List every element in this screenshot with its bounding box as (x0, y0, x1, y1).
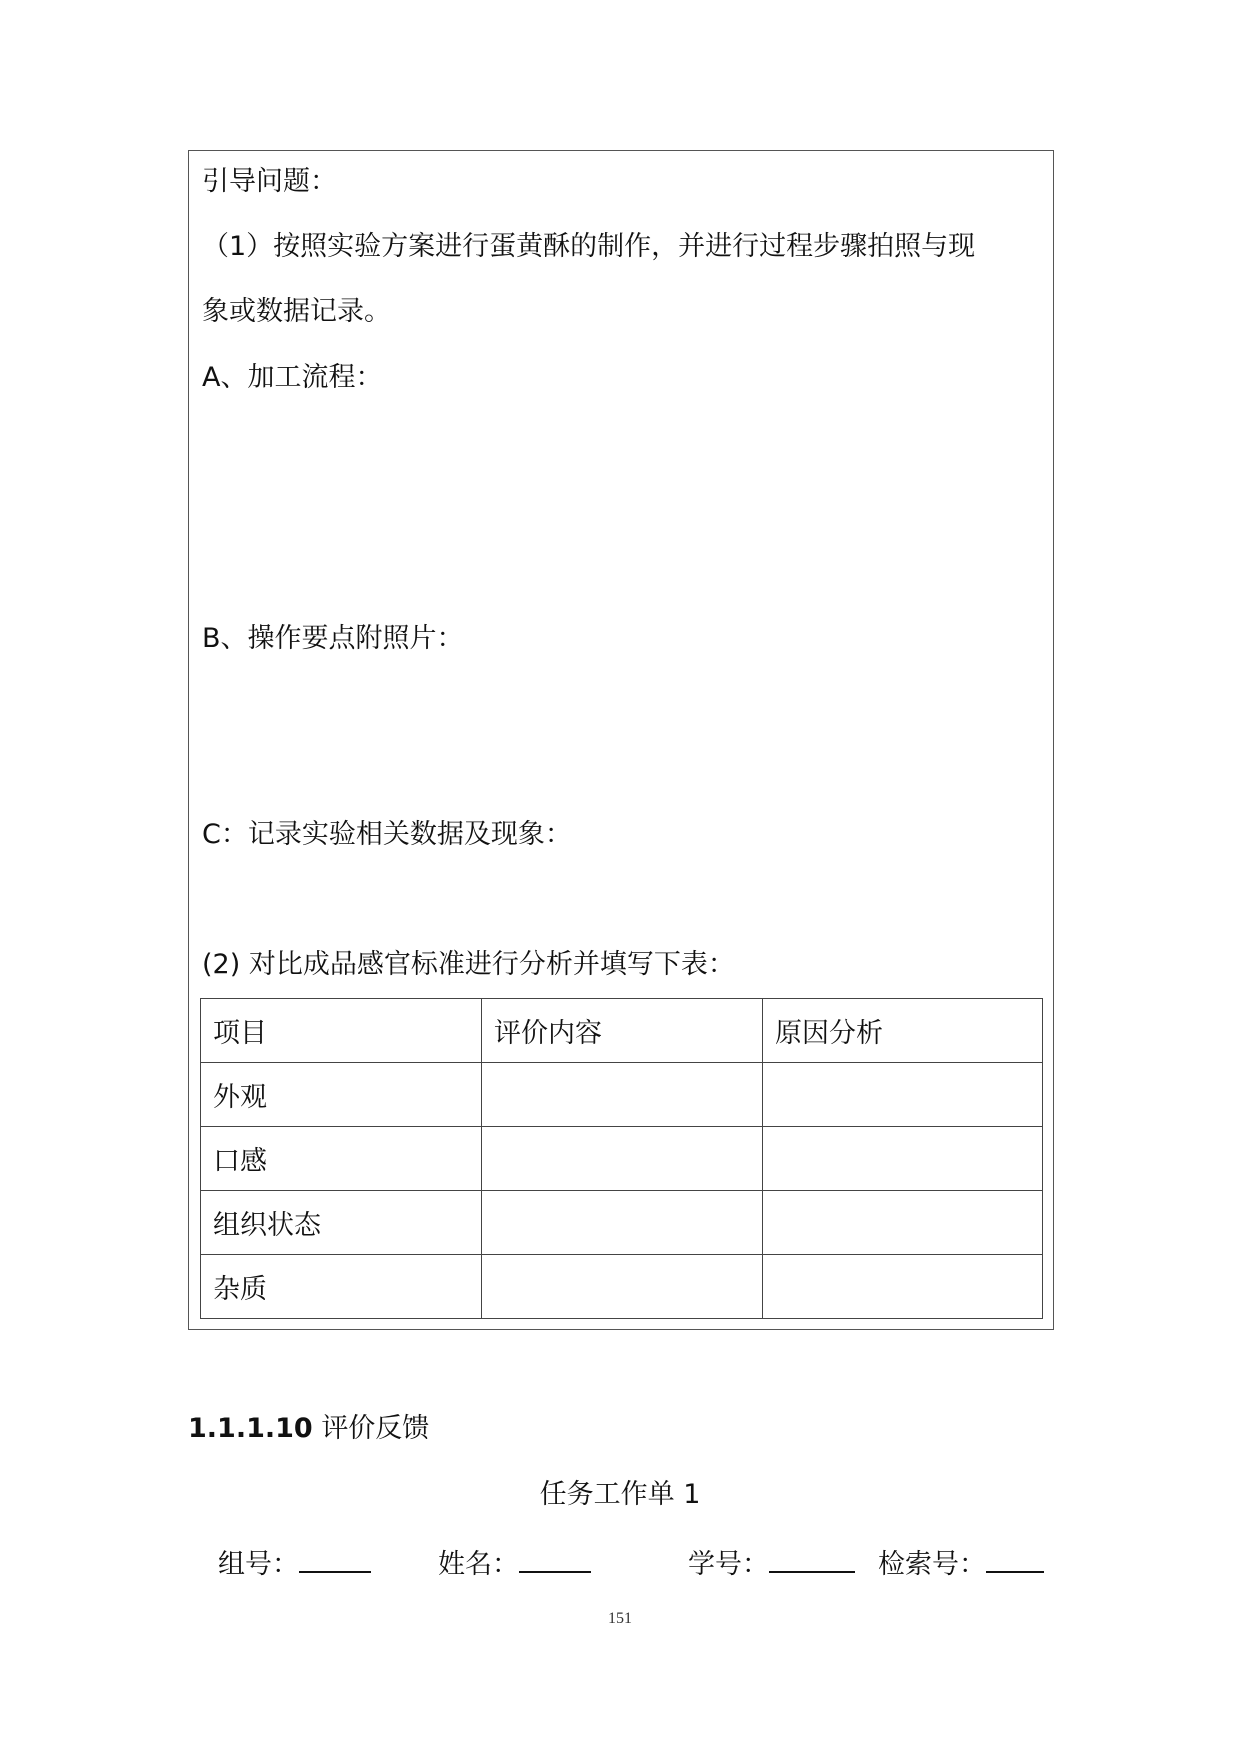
table-cell-item: 口感 (201, 1127, 482, 1191)
part-c-label: C：记录实验相关数据及现象： (202, 819, 572, 850)
table-row (201, 1127, 1043, 1191)
student-id-field (688, 1543, 855, 1582)
section-title: 评价反馈 (321, 1413, 430, 1444)
part-a-label: A、加工流程： (202, 362, 383, 393)
section-heading (188, 1412, 429, 1446)
index-number-field (878, 1543, 1044, 1582)
table-cell-reason[interactable] (763, 1255, 1043, 1319)
table-cell-reason[interactable] (763, 1127, 1043, 1191)
student-id-label: 学号： (688, 1549, 769, 1580)
sensory-evaluation-table (200, 998, 1043, 1319)
table-header-row (201, 999, 1043, 1063)
name-field (438, 1543, 591, 1582)
page-number: 151 (608, 1610, 632, 1627)
table-cell-evaluation[interactable] (482, 1255, 763, 1319)
question-2-label: (2) 对比成品感官标准进行分析并填写下表： (202, 949, 735, 980)
index-number-blank[interactable] (986, 1543, 1044, 1573)
table-cell-evaluation[interactable] (482, 1191, 763, 1255)
guide-heading: 引导问题： (202, 166, 337, 197)
student-id-blank[interactable] (769, 1543, 855, 1573)
section-number: 1.1.1.10 (188, 1413, 313, 1444)
table-cell-item: 外观 (201, 1063, 482, 1127)
table-row (201, 1063, 1043, 1127)
group-number-label: 组号： (218, 1549, 299, 1580)
group-number-blank[interactable] (299, 1543, 371, 1573)
part-b-label: B、操作要点附照片： (202, 623, 464, 654)
group-number-field (218, 1543, 371, 1582)
question-1-line-1: （1）按照实验方案进行蛋黄酥的制作，并进行过程步骤拍照与现 (202, 231, 976, 262)
name-blank[interactable] (519, 1543, 591, 1573)
table-header-cell: 项目 (201, 999, 482, 1063)
name-label: 姓名： (438, 1549, 519, 1580)
table-cell-reason[interactable] (763, 1063, 1043, 1127)
table-cell-evaluation[interactable] (482, 1063, 763, 1127)
table-header-cell: 评价内容 (482, 999, 763, 1063)
question-1-line-2: 象或数据记录。 (202, 296, 391, 327)
table-row (201, 1191, 1043, 1255)
table-header-cell: 原因分析 (763, 999, 1043, 1063)
table-cell-reason[interactable] (763, 1191, 1043, 1255)
table-cell-item: 杂质 (201, 1255, 482, 1319)
index-number-label: 检索号： (878, 1549, 986, 1580)
worksheet-title: 任务工作单 1 (539, 1479, 701, 1510)
table-row (201, 1255, 1043, 1319)
table-cell-evaluation[interactable] (482, 1127, 763, 1191)
table-cell-item: 组织状态 (201, 1191, 482, 1255)
